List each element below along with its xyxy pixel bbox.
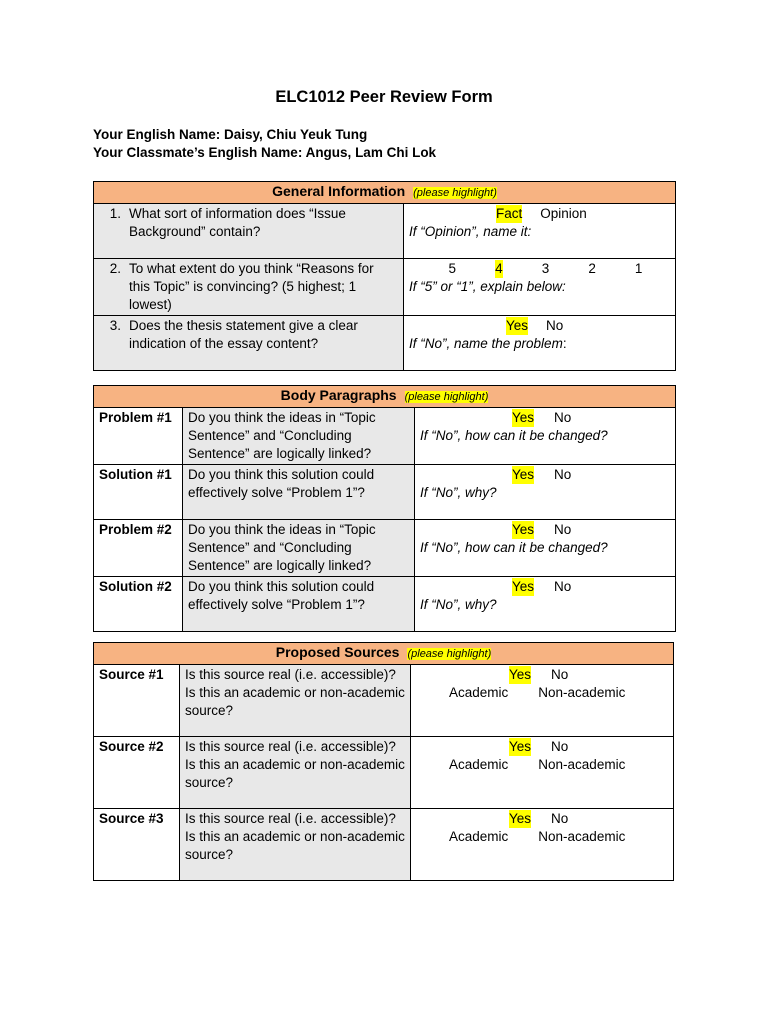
question-number: 2.: [109, 261, 121, 276]
names-block: [93, 126, 436, 162]
question-3: [94, 316, 404, 371]
row-question: Do you think the ideas in “Topic Sentence” and “Concluding Sentence” are logically linked?: [183, 408, 415, 465]
follow-up-text: If “No”, how can it be changed?: [420, 540, 608, 555]
option-non-academic[interactable]: Non-academic: [538, 685, 626, 700]
option-opinion[interactable]: Opinion: [540, 206, 587, 221]
question-1: [94, 204, 404, 259]
general-information-header: [94, 182, 676, 204]
source-questions: [180, 665, 411, 737]
source-academic-question: Is this an academic or non-academic source?: [185, 829, 405, 862]
source-label: Source #1: [94, 665, 180, 737]
option-no[interactable]: No: [551, 667, 569, 682]
row-label: Solution #2: [94, 577, 183, 632]
option-no[interactable]: No: [554, 579, 572, 594]
rating-1[interactable]: 1: [634, 261, 643, 276]
proposed-sources-header: [94, 643, 674, 665]
source-real-question: Is this source real (i.e. accessible)?: [185, 739, 396, 754]
option-no[interactable]: No: [546, 318, 564, 333]
follow-up-text: If “5” or “1”, explain below:: [409, 279, 566, 294]
option-academic[interactable]: Academic: [449, 829, 509, 844]
rating-5[interactable]: 5: [448, 261, 457, 276]
source-real-question: Is this source real (i.e. accessible)?: [185, 667, 396, 682]
rating-3[interactable]: 3: [541, 261, 550, 276]
follow-up-colon: :: [562, 336, 567, 351]
your-name: Your English Name: Daisy, Chiu Yeuk Tung: [93, 127, 368, 142]
body-paragraphs-table: [93, 385, 676, 632]
option-yes[interactable]: Yes: [512, 522, 535, 537]
page-title: ELC1012 Peer Review Form: [275, 88, 493, 106]
option-yes[interactable]: Yes: [509, 739, 532, 754]
option-yes[interactable]: Yes: [509, 667, 532, 682]
question-text: What sort of information does “Issue Background” contain?: [129, 206, 346, 239]
highlight-note: (please highlight): [404, 391, 489, 403]
follow-up-text: If “Opinion”, name it:: [409, 224, 532, 239]
option-yes[interactable]: Yes: [512, 467, 535, 482]
proposed-sources-table: [93, 642, 674, 881]
question-text: Does the thesis statement give a clear indication of the essay content?: [129, 318, 358, 351]
option-yes[interactable]: Yes: [509, 811, 532, 826]
highlight-note: (please highlight): [413, 187, 497, 199]
row-answer[interactable]: [415, 465, 676, 520]
follow-up-text: If “No”, name the problem: [409, 336, 563, 351]
source-label: Source #2: [94, 737, 180, 809]
row-label: Problem #2: [94, 520, 183, 577]
body-header-text: Body Paragraphs: [280, 387, 397, 403]
answer-1[interactable]: [404, 204, 676, 259]
option-yes[interactable]: Yes: [512, 579, 535, 594]
option-yes[interactable]: Yes: [506, 318, 529, 333]
option-non-academic[interactable]: Non-academic: [538, 757, 626, 772]
option-no[interactable]: No: [551, 811, 569, 826]
general-information-table: [93, 181, 676, 371]
row-question: Do you think the ideas in “Topic Sentence” and “Concluding Sentence” are logically linked?: [183, 520, 415, 577]
highlight-note: (please highlight): [407, 648, 492, 660]
classmate-name: Your Classmate’s English Name: Angus, Lam Chi Lok: [93, 145, 437, 160]
option-no[interactable]: No: [551, 739, 569, 754]
option-no[interactable]: No: [554, 467, 572, 482]
rating-scale: [409, 260, 670, 278]
row-answer[interactable]: [415, 577, 676, 632]
general-header-text: General Information: [272, 183, 406, 199]
question-number: 1.: [109, 206, 121, 221]
source-label: Source #3: [94, 809, 180, 881]
source-answer[interactable]: [411, 737, 674, 809]
option-academic[interactable]: Academic: [449, 757, 509, 772]
question-2: [94, 259, 404, 316]
rating-4[interactable]: 4: [495, 261, 503, 276]
source-questions: [180, 737, 411, 809]
option-no[interactable]: No: [554, 410, 572, 425]
source-answer[interactable]: [411, 809, 674, 881]
option-non-academic[interactable]: Non-academic: [538, 829, 626, 844]
row-question: Do you think this solution could effectively solve “Problem 1”?: [183, 465, 415, 520]
follow-up-text: If “No”, why?: [420, 485, 497, 500]
row-question: Do you think this solution could effectively solve “Problem 1”?: [183, 577, 415, 632]
question-text: To what extent do you think “Reasons for this Topic” is convincing? (5 highest; 1 lowest): [129, 261, 374, 312]
row-label: Problem #1: [94, 408, 183, 465]
source-questions: [180, 809, 411, 881]
source-academic-question: Is this an academic or non-academic source?: [185, 685, 405, 718]
option-fact[interactable]: Fact: [496, 206, 523, 221]
source-academic-question: Is this an academic or non-academic source?: [185, 757, 405, 790]
row-answer[interactable]: [415, 520, 676, 577]
question-number: 3.: [109, 318, 121, 333]
source-real-question: Is this source real (i.e. accessible)?: [185, 811, 396, 826]
rating-2[interactable]: 2: [588, 261, 596, 276]
option-yes[interactable]: Yes: [512, 410, 535, 425]
row-label: Solution #1: [94, 465, 183, 520]
sources-header-text: Proposed Sources: [275, 644, 400, 660]
source-answer[interactable]: [411, 665, 674, 737]
option-no[interactable]: No: [554, 522, 572, 537]
follow-up-text: If “No”, how can it be changed?: [420, 428, 608, 443]
row-answer[interactable]: [415, 408, 676, 465]
follow-up-text: If “No”, why?: [420, 597, 497, 612]
option-academic[interactable]: Academic: [449, 685, 509, 700]
answer-2[interactable]: [404, 259, 676, 316]
answer-3[interactable]: [404, 316, 676, 371]
body-paragraphs-header: [94, 386, 676, 408]
